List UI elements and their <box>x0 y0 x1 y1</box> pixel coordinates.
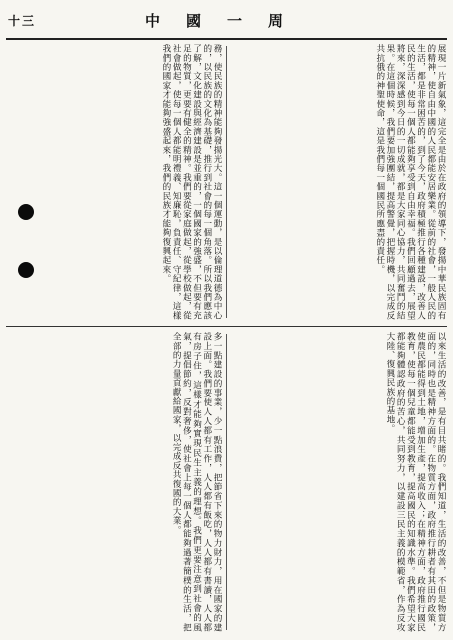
column-divider <box>226 46 227 318</box>
header-rule <box>6 38 447 40</box>
lower-left-article-text: 多一點建設的事業，少一點浪費，把節省下來的物力財力，用在國家的建設上面。我們要使人人都有工作，人人都有飯吃，人人都有書讀，人人都有房子住，這樣才能夠實現民生主義的理想。我們更要注意到社會的風氣，提倡節約，反對奢侈，使社會上每一個人都能夠過著簡樸的生活，把全部的力量貢獻給國家，以完成反共復國的大業。 <box>171 332 222 632</box>
page-header <box>0 0 453 44</box>
publication-title: 中國一周 <box>145 12 310 30</box>
upper-left-article-text: 務，使民族的精神能夠發揚光大。這一個運動，是以倫理道德為中心的，以民族的文化為基礎，推行到社會的每一個角落。所以我們應該了解，文化建設與經濟建設是並重的，一個國家的強盛，不但要有充足的物質，更要有健全的精神。我們要從家庭做起，從學校做起，從社會做起，使每一個人都能明禮義、知廉恥，負責任、守紀律，這樣我們的國家才能夠強盛起來，我們的民族才能夠復興起來。 <box>160 44 222 320</box>
column-divider <box>226 334 227 630</box>
section-divider <box>6 326 447 327</box>
upper-right-article-text: 展現一片新氣象，這完全是由於在政府的領導下，發揚中華民族固有的精神，使自由中國的人民都能安居樂業。從前的社會，一般人民的生活，都是非常困苦的，到了今天，政府積極推行各種建設，改善人民的生活，使每一個人都能夠享受到自由幸福。我們回顧過去，展望將來，深深感到今日的一切成就，都是大家同心協力，共同奮鬥的結果。在這個時候，我們要加強團結，提高警覺，把握時機，以完成反共抗俄的神聖使命，這是我們每一個國民所應盡的責任。 <box>374 44 446 320</box>
punch-hole <box>18 204 34 220</box>
lower-right-article-text: 以來生活的改善，是有目共睹的。我們知道，生活的改善，不但是物質方面的，同時也是精神方面的。在物質方面，政府推行耕者有其田的政策，使農民都能得到土地，增加生產，提高收入；在精神方面，政府推行國民教育，使每一個兒童都能受到教育，提高國民的知識水準。我們希望大家都能夠體認政府的苦心，共同努力，以建設三民主義的模範省，作為反攻大陸、復興民族的基地。 <box>384 332 446 632</box>
page-number: 十三 <box>8 14 37 28</box>
punch-hole <box>18 262 34 278</box>
